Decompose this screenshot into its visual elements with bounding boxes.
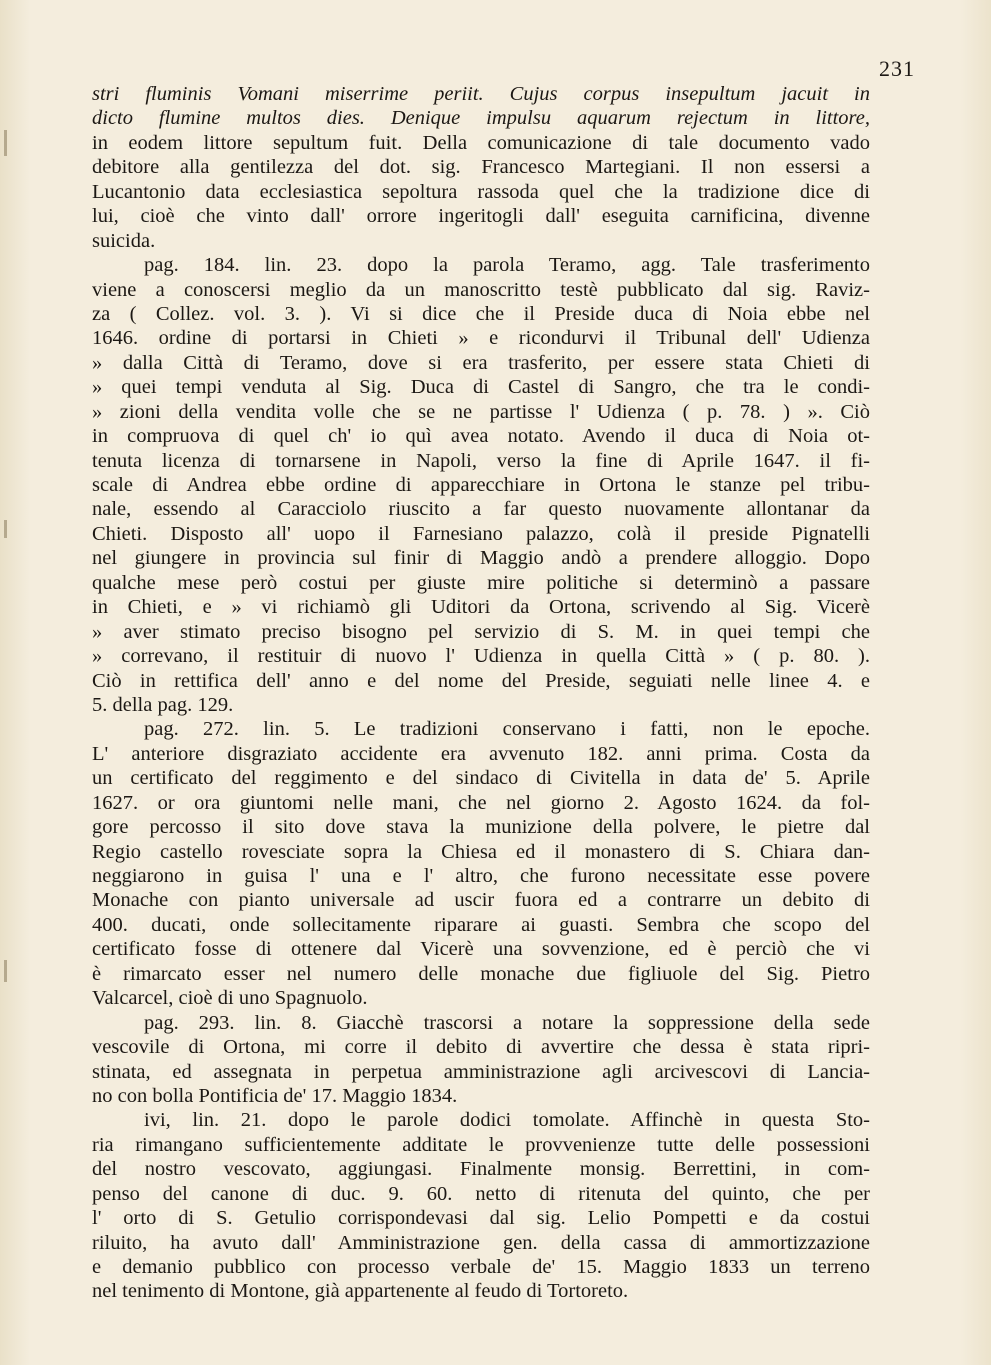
page-number: 231 [879,56,915,81]
text-line: dicto flumine multos dies. Denique impulsu aquarum rejectum in littore, [92,107,870,130]
text-line: nel tenimento di Montone, già appartenente al feudo di Tortoreto. [92,1280,629,1303]
text-line: un certificato del reggimento e del sindaco di Civitella in data de' 5. Aprile [92,767,870,790]
text-line: 1627. or ora giuntomi nelle mani, che nel giorno 2. Agosto 1624. da fol- [92,791,870,814]
text-line: in Chieti, e » vi richiamò gli Uditori da Ortona, scrivendo al Sig. Vicerè [92,596,870,619]
text-line: 5. della pag. 129. [92,693,234,716]
text-line: del nostro vescovato, aggiungasi. Finalmente monsig. Berrettini, in com- [92,1158,870,1181]
text-line: nale, essendo al Caracciolo riuscito a far questo nuovamente allontanar da [92,498,870,521]
text-line: Lucantonio data ecclesiastica sepoltura rassoda quel che la tradizione dice di [92,180,870,203]
text-line: stri fluminis Vomani miserrime periit. Cujus corpus insepultum jacuit in [92,83,870,105]
page-edge-mark [4,960,7,982]
text-line: certificato fosse di ottenere dal Vicerè una sovvenzione, ed è perciò che vi [92,938,870,961]
text-line: debitore alla gentilezza del dot. sig. Francesco Martegiani. Il non essersi a [92,156,870,179]
text-line: l' orto di S. Getulio corrispondevasi dal sig. Lelio Pompetti e da costui [92,1207,870,1230]
text-line: 400. ducati, onde sollecitamente riparare ai guasti. Sembra che scopo del [92,913,870,936]
text-line: no con bolla Pontificia de' 17. Maggio 1834. [92,1084,458,1107]
text-line: » zioni della vendita volle che se ne partisse l' Udienza ( p. 78. ) ». Ciò [92,400,870,423]
text-line: in compruova di quel ch' io quì avea notato. Avendo il duca di Noia ot- [92,425,870,448]
text-line: L' anteriore disgraziato accidente era avvenuto 182. anni prima. Costa da [92,742,870,765]
text-line: pag. 184. lin. 23. dopo la parola Teramo, agg. Tale trasferimento [144,254,870,277]
text-line: nel giungere in provincia sul finir di Maggio andò a prendere alloggio. Dopo [92,547,870,570]
text-line: pag. 293. lin. 8. Giacchè trascorsi a notare la soppressione della sede [144,1011,870,1034]
text-line: viene a conoscersi meglio da un manoscritto testè pubblicato dal sig. Raviz- [92,278,870,301]
text-line: Ciò in rettifica dell' anno e del nome del Preside, seguiati nelle linee 4. e [92,669,870,692]
text-line: » correvano, il restituir di nuovo l' Udienza in quella Città » ( p. 80. ). [92,645,870,668]
text-line: suicida. [92,229,156,252]
text-line: riluito, ha avuto dall' Amministrazione gen. della cassa di ammortizzazione [92,1231,870,1254]
text-line: Valcarcel, cioè di uno Spagnuolo. [92,987,368,1010]
text-line: stinata, ed assegnata in perpetua amministrazione agli arcivescovi di Lancia- [92,1060,870,1083]
text-line: lui, cioè che vinto dall' orrore ingeritogli dall' eseguita carnificina, divenne [92,205,870,228]
text-line: gore percosso il sito dove stava la munizione della polvere, le pietre dal [92,816,870,839]
text-line: e demanio pubblico con processo verbale de' 15. Maggio 1833 un terreno [92,1256,870,1278]
text-line: neggiarono in guisa l' una e l' altro, che furono necessitate esse povere [92,865,870,887]
text-line: qualche mese però costui per giuste mire politiche si determinò a passare [92,571,870,594]
text-line: » aver stimato preciso bisogno pel servizio di S. M. in quei tempi che [92,620,870,643]
text-line: Monache con pianto universale ad uscir fuora ed a contrarre un debito di [92,889,870,912]
text-line: ivi, lin. 21. dopo le parole dodici tomolate. Affinchè in questa Sto- [144,1109,870,1132]
body-text [92,82,870,1304]
text-line: pag. 272. lin. 5. Le tradizioni conservano i fatti, non le epoche. [144,718,870,741]
text-line: za ( Collez. vol. 3. ). Vi si dice che il Preside duca di Noia ebbe nel [92,302,870,325]
text-line: Chieti. Disposto all' uopo il Farnesiano palazzo, colà il preside Pignatelli [92,522,870,545]
text-line: tenuta licenza di tornarsene in Napoli, verso la fine di Aprile 1647. il fi- [92,449,870,472]
text-line: in eodem littore sepultum fuit. Della comunicazione di tale documento vado [92,131,870,154]
text-line: ria rimangano sufficientemente additate le provvenienze tutte delle possessioni [92,1133,870,1156]
text-line: » quei tempi venduta al Sig. Duca di Castel di Sangro, che tra le condi- [92,376,870,399]
text-line: scale di Andrea ebbe ordine di apparecchiare in Ortona le stanze pel tribu- [92,474,870,496]
page-edge-mark [4,130,7,156]
text-line: » dalla Città di Teramo, dove si era trasferito, per essere stata Chieti di [92,351,870,374]
text-line: vescovile di Ortona, mi corre il debito di avvertire che dessa è stata ripri- [92,1036,870,1059]
text-line: Regio castello rovesciate sopra la Chiesa ed il monastero di S. Chiara dan- [92,840,870,863]
text-line: è rimarcato esser nel numero delle monache due figliuole del Sig. Pietro [92,962,870,985]
page-edge-mark [4,520,7,538]
text-line: penso del canone di duc. 9. 60. netto di ritenuta del quinto, che per [92,1182,870,1205]
text-line: 1646. ordine di portarsi in Chieti » e ricondurvi il Tribunal dell' Udienza [92,327,870,350]
